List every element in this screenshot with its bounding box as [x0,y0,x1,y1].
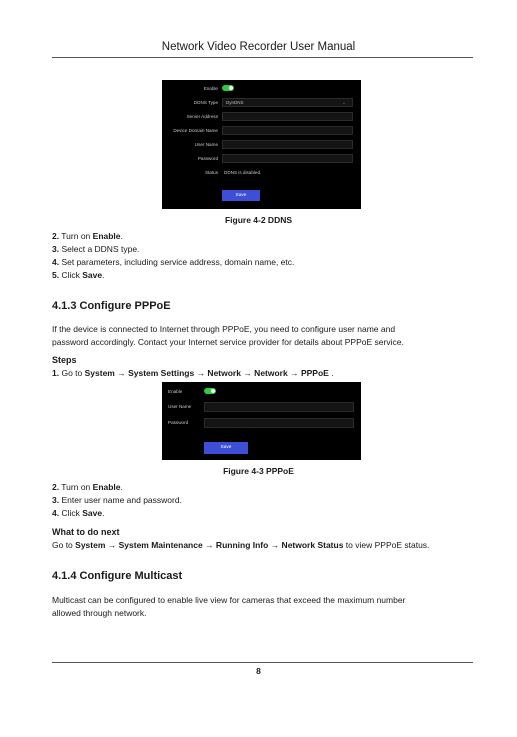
step-text: Select a DDNS type. [59,244,140,254]
ddns-settings-screenshot [162,80,361,209]
step-3 [52,495,182,506]
chevron-down-icon: ⌄ [341,100,346,106]
step-4 [52,508,104,519]
paragraph-line: Multicast can be configured to enable live view for cameras that exceed the maximum number [52,595,406,605]
step-number: 4. [52,508,60,518]
step-text: Go to [52,540,76,550]
page-header: Network Video Recorder User Manual [161,41,356,53]
step-text: Set parameters, including service address, domain name, etc. [59,257,295,267]
paragraph-line: allowed through network. [52,608,147,618]
menu-path: System → System Maintenance → Running Info → Network Status [75,540,344,550]
status-value: DDNS is disabled. [224,170,262,175]
password-input[interactable] [222,154,353,163]
pppoe-settings-screenshot [162,382,361,460]
enable-label: Enable [168,389,183,394]
figure-caption: Figure 4-2 DDNS [224,215,293,225]
step-2 [52,231,123,242]
step-text: . [120,231,123,241]
step-3 [52,244,139,255]
server-address-input[interactable] [222,112,353,121]
footer-divider [52,662,473,663]
header-divider [52,57,473,58]
step-number: 3. [52,495,60,505]
step-number: 4. [52,257,60,267]
step-number: 2. [52,231,60,241]
page-number: 8 [256,666,261,676]
paragraph-line: If the device is connected to Internet through PPPoE, you need to configure user name and [52,324,396,334]
user-name-label: User Name [168,404,192,409]
steps-heading: Steps [52,355,77,365]
ui-term: Save [82,508,103,518]
section-heading: 4.1.4 Configure Multicast [52,570,183,582]
password-label: Password [168,420,189,425]
step-text: Click [59,508,83,518]
step-text: Turn on [59,482,93,492]
enable-toggle[interactable] [204,388,216,394]
what-next-text [52,540,429,551]
ui-term: Enable [92,482,121,492]
paragraph-line: password accordingly. Contact your Internet service provider for details about PPPoE service. [52,337,404,347]
ui-term: Save [82,270,103,280]
enable-label: Enable [203,86,218,91]
step-4 [52,257,294,268]
figure-caption: Figure 4-3 PPPoE [223,466,294,476]
step-number: 5. [52,270,60,280]
save-button[interactable]: Save [204,442,248,454]
section-heading: 4.1.3 Configure PPPoE [52,300,171,312]
step-text: . [102,270,105,280]
step-text: Turn on [59,231,93,241]
step-text: Enter user name and password. [59,495,182,505]
user-name-input[interactable] [204,402,354,412]
ddns-type-select[interactable] [222,98,353,107]
ddns-type-value: DynDNS [226,100,244,105]
domain-name-label: Device Domain Name [173,128,218,133]
step-text: . [328,368,334,378]
password-input[interactable] [204,418,354,428]
step-number: 1. [52,368,60,378]
step-text: Click [59,270,83,280]
enable-toggle[interactable] [222,85,234,91]
status-label: Status [204,170,218,175]
step-1 [52,368,334,379]
step-number: 2. [52,482,60,492]
menu-path: System → System Settings → Network → Network → PPPoE [84,368,329,378]
step-5 [52,270,104,281]
save-button[interactable]: Save [222,190,260,201]
password-label: Password [197,156,218,161]
step-text: . [120,482,123,492]
what-next-heading: What to do next [52,527,120,537]
ddns-type-label: DDNS Type [193,100,218,105]
step-number: 3. [52,244,60,254]
step-text: Go to [59,368,85,378]
user-name-label: User Name [194,142,218,147]
user-name-input[interactable] [222,140,353,149]
server-address-label: Server Address [186,114,218,119]
step-2 [52,482,123,493]
domain-name-input[interactable] [222,126,353,135]
ui-term: Enable [92,231,121,241]
step-text: . [102,508,105,518]
step-text: to view PPPoE status. [343,540,430,550]
